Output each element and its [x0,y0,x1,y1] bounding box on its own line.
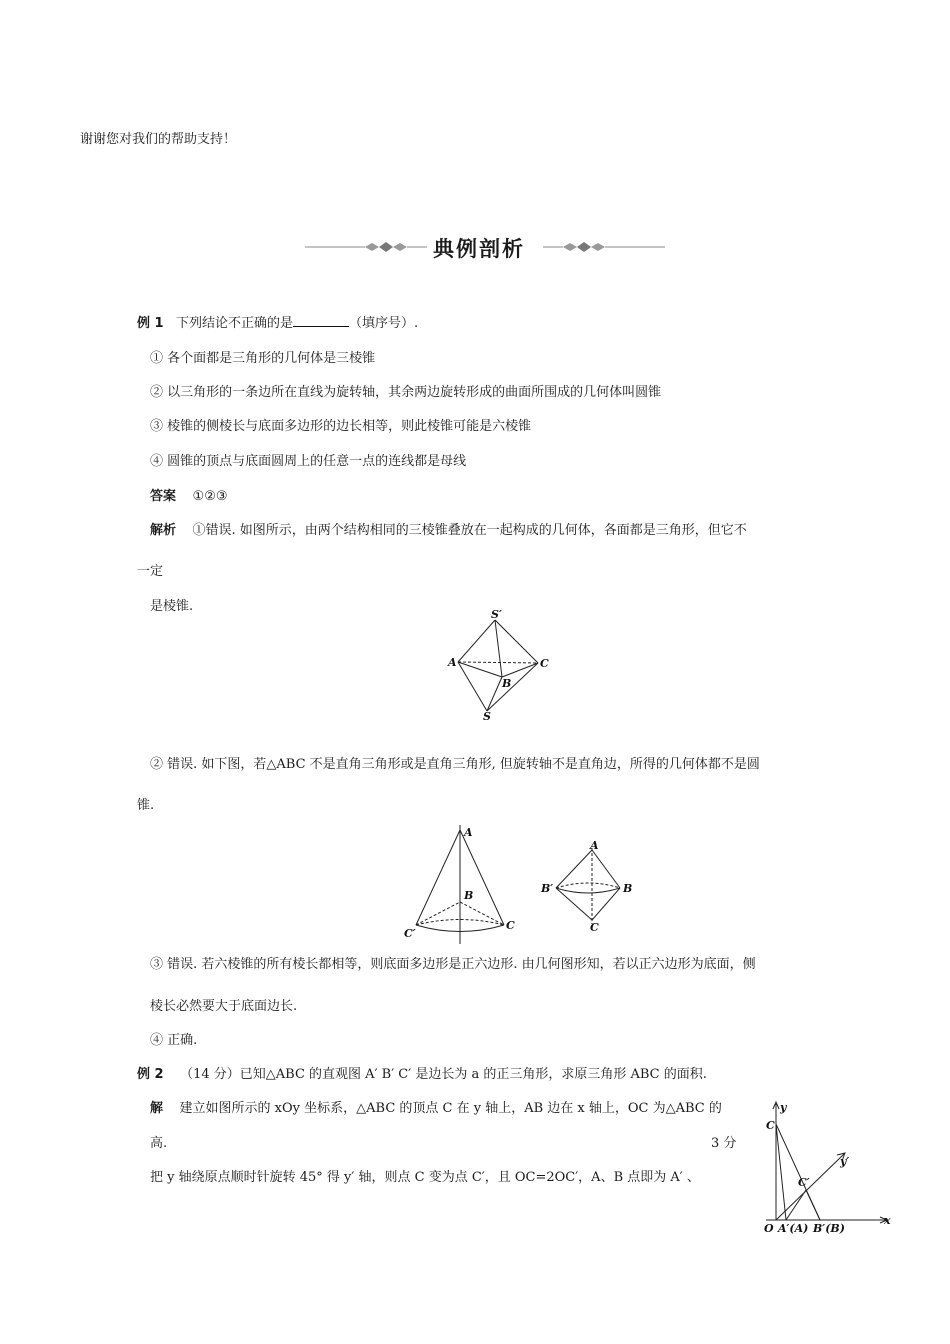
analysis-line-1 [150,519,747,538]
analysis-3-line-2: 棱长必然要大于底面边长. [150,999,298,1014]
option-4: ④ 圆锥的顶点与底面圆周上的任意一点的连线都是母线 [150,454,467,469]
label-y-prime: y′ [840,1155,850,1168]
label-o: O [764,1222,774,1235]
label-a: A [464,826,473,839]
label-c: C [766,1119,775,1132]
analysis-text-1: ①错误. 如图所示，由两个结构相同的三棱锥叠放在一起构成的几何体，各面都是三角形，但它不 [192,523,747,538]
question-suffix: （填序号）. [349,316,419,331]
label-b-prime: B′ [541,882,554,895]
question-text: 下列结论不正确的是 [175,316,293,331]
label-b: B [502,677,512,690]
double-pyramid-figure [445,607,555,722]
answer-line [150,485,228,504]
answer-value: ①②③ [192,489,228,504]
example-2-question [137,1063,707,1082]
thanks-text: 谢谢您对我们的帮助支持！ [80,132,237,147]
solution-label: 解 [150,1101,164,1116]
label-c: C [590,921,599,934]
label-a: A [448,656,457,669]
label-y: y [780,1101,787,1114]
label-a: A [590,839,599,852]
label-c-prime: C′ [404,927,416,940]
answer-label: 答案 [150,489,177,504]
option-2: ② 以三角形的一条边所在直线为旋转轴，其余两边旋转形成的曲面所围成的几何体叫圆锥 [150,385,662,400]
analysis-text-3: 是棱锥. [150,599,194,614]
section-title: 典例剖析 [433,237,525,261]
analysis-label: 解析 [150,523,177,538]
label-x: x [884,1214,891,1227]
double-cone-figure [540,838,640,934]
analysis-2-line-1: ② 错误. 如下图，若△ABC 不是直角三角形或是直角三角形, 但旋转轴不是直角边，所得的几何体都不是圆 [150,757,760,772]
example-1-label: 例 1 [137,316,164,331]
analysis-3-line-1: ③ 错误. 若六棱锥的所有棱长都相等，则底面多边形是正六边形. 由几何图形知，若以正六边形为底面，侧 [150,957,756,972]
label-b: B [464,889,474,902]
solution-text-3: 把 y 轴绕原点顺时针旋转 45° 得 y′ 轴，则点 C 变为点 C′，且 OC=2OC′，A、B 点即为 A′ 、 [150,1170,700,1185]
solution-line-1 [150,1097,722,1116]
example-2-label: 例 2 [137,1067,164,1082]
label-b: B [623,882,633,895]
label-s: S [483,710,491,722]
analysis-text-2: 一定 [137,564,164,579]
option-3: ③ 棱锥的侧棱长与底面多边形的边长相等，则此棱锥可能是六棱锥 [150,419,532,434]
option-1: ① 各个面都是三角形的几何体是三棱锥 [150,351,376,366]
label-c-prime: C′ [798,1176,810,1189]
answer-blank [293,314,349,327]
label-a-prime-a: A′(A) [778,1222,809,1235]
label-c: C [540,657,549,670]
label-b-prime-b: B′(B) [813,1222,845,1235]
analysis-2-line-2: 锥. [137,798,155,813]
solution-text-2: 高. [150,1136,168,1151]
solution-text-1: 建立如图所示的 xOy 坐标系，△ABC 的顶点 C 在 y 轴上，AB 边在 x 轴上，OC 为△ABC 的 [179,1101,722,1116]
analysis-4: ④ 正确. [150,1033,198,1048]
label-s-prime: S′ [491,608,502,621]
coordinate-figure [758,1098,900,1236]
cone-figure [400,820,530,948]
label-c: C [506,919,515,932]
score-3: 3 分 [711,1136,737,1151]
example-1-question [137,312,418,331]
example-2-text: （14 分）已知△ABC 的直观图 A′ B′ C′ 是边长为 a 的正三角形，求原三角形 ABC 的面积. [180,1067,707,1082]
